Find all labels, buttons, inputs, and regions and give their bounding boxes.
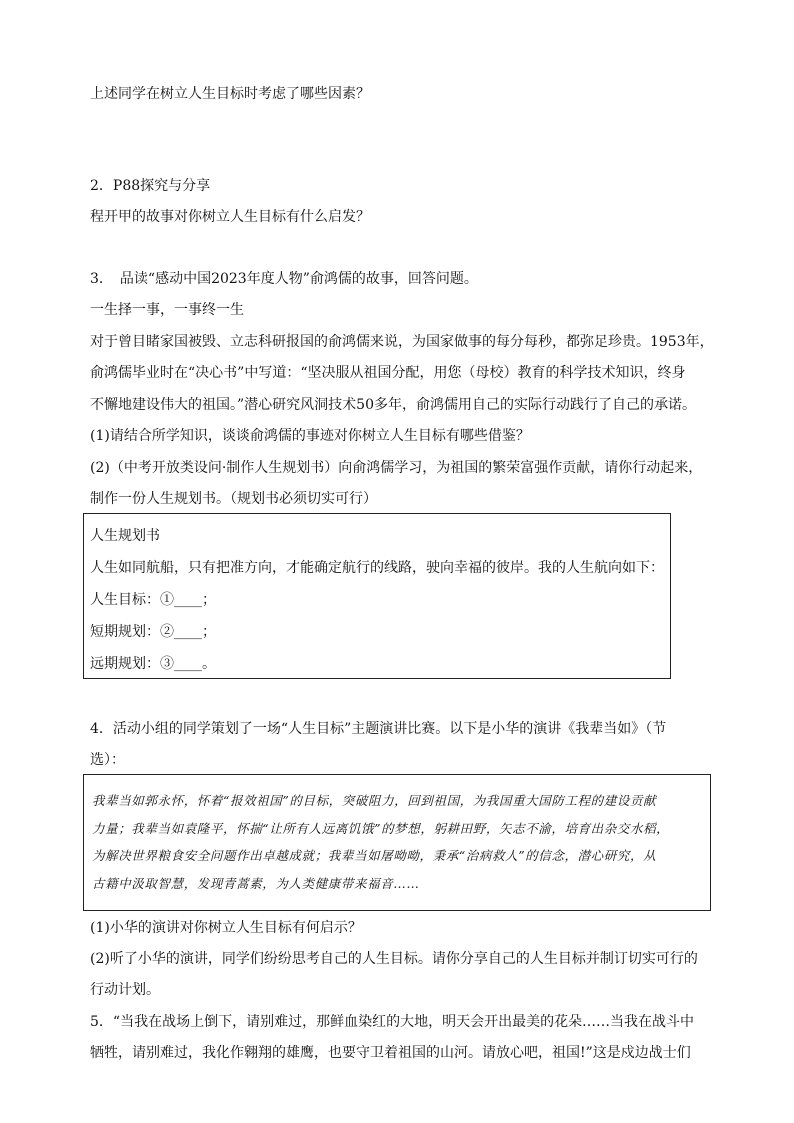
- q1-question: 上述同学在树立人生目标时考虑了哪些因素？: [90, 86, 370, 102]
- q4-heading-line: 选）：: [90, 752, 125, 768]
- q5-line: 牺牲，请别难过，我化作翱翔的雄鹰，也要守卫着祖国的山河。请放心吧，祖国!”这是戍边战士们: [90, 1045, 691, 1061]
- q3-subtitle: 一生择一事，一事终一生: [90, 302, 244, 318]
- plan-item-short-term: 短期规划：②____；: [90, 624, 216, 640]
- plan-item-long-term: 远期规划：③____。: [90, 656, 216, 672]
- q3-para-line: 俞鸿儒毕业时在“决心书”中写道：“坚决服从祖国分配，用您（母校）教育的科学技术知识，终身: [90, 365, 686, 381]
- speech-line: 古籍中汲取智慧，发现青蒿素，为人类健康带来福音……: [92, 875, 420, 891]
- plan-item-goal: 人生目标：①____；: [90, 592, 216, 608]
- q4-sub1: (1)小华的演讲对你树立人生目标有何启示？: [90, 920, 362, 936]
- q2-question: 程开甲的故事对你树立人生目标有什么启发？: [90, 209, 370, 225]
- speech-line: 我辈当如郭永怀，怀着“报效祖国”的目标，突破阻力，回到祖国，为我国重大国防工程的建设贡献: [92, 793, 657, 808]
- q3-heading: 3． 品读“感动中国2023年度人物”俞鸿儒的故事，回答问题。: [90, 271, 478, 287]
- plan-box-title: 人生规划书: [90, 528, 160, 544]
- q5-line: 5．“当我在战场上倒下，请别难过，那鲜血染红的大地，明天会开出最美的花朵……当我在战斗中: [90, 1014, 695, 1030]
- plan-box-intro: 人生如同航船，只有把准方向，才能确定航行的线路，驶向幸福的彼岸。我的人生航向如下：: [90, 560, 664, 576]
- q3-sub1: (1)请结合所学知识，谈谈俞鸿儒的事迹对你树立人生目标有哪些借鉴？: [90, 428, 530, 444]
- q4-sub2-line: (2)听了小华的演讲，同学们纷纷思考自己的人生目标。请你分享自己的人生目标并制订切实可行的: [90, 951, 698, 967]
- q2-heading: 2．P88探究与分享: [90, 178, 211, 194]
- speech-line: 为解决世界粮食安全问题作出卓越成就；我辈当如屠呦呦，秉承“治病救人”的信念，潜心研究，从: [92, 848, 657, 863]
- speech-line: 力量；我辈当如袁隆平，怀揣“让所有人远离饥饿”的梦想，躬耕田野，矢志不渝，培育出杂交水稻，: [92, 820, 670, 836]
- plan-box: [83, 513, 671, 679]
- q4-sub2-line: 行动计划。: [90, 982, 160, 998]
- q3-para-line: 对于曾目睹家国被毁、立志科研报国的俞鸿儒来说，为国家做事的每分每秒，都弥足珍贵。1953年，: [90, 334, 714, 350]
- speech-box: [83, 774, 711, 911]
- q4-heading-line: 4．活动小组的同学策划了一场“人生目标”主题演讲比赛。以下是小华的演讲《我辈当如》（节: [90, 721, 667, 737]
- q3-para-line: 不懈地建设伟大的祖国。”潜心研究风洞技术50多年，俞鸿儒用自己的实际行动践行了自己的承诺。: [90, 397, 696, 413]
- q3-sub2-line: 制作一份人生规划书。（规划书必须切实可行）: [90, 491, 377, 507]
- q3-sub2-line: (2)（中考开放类设问·制作人生规划书）向俞鸿儒学习，为祖国的繁荣富强作贡献，请你行动起来，: [90, 460, 703, 476]
